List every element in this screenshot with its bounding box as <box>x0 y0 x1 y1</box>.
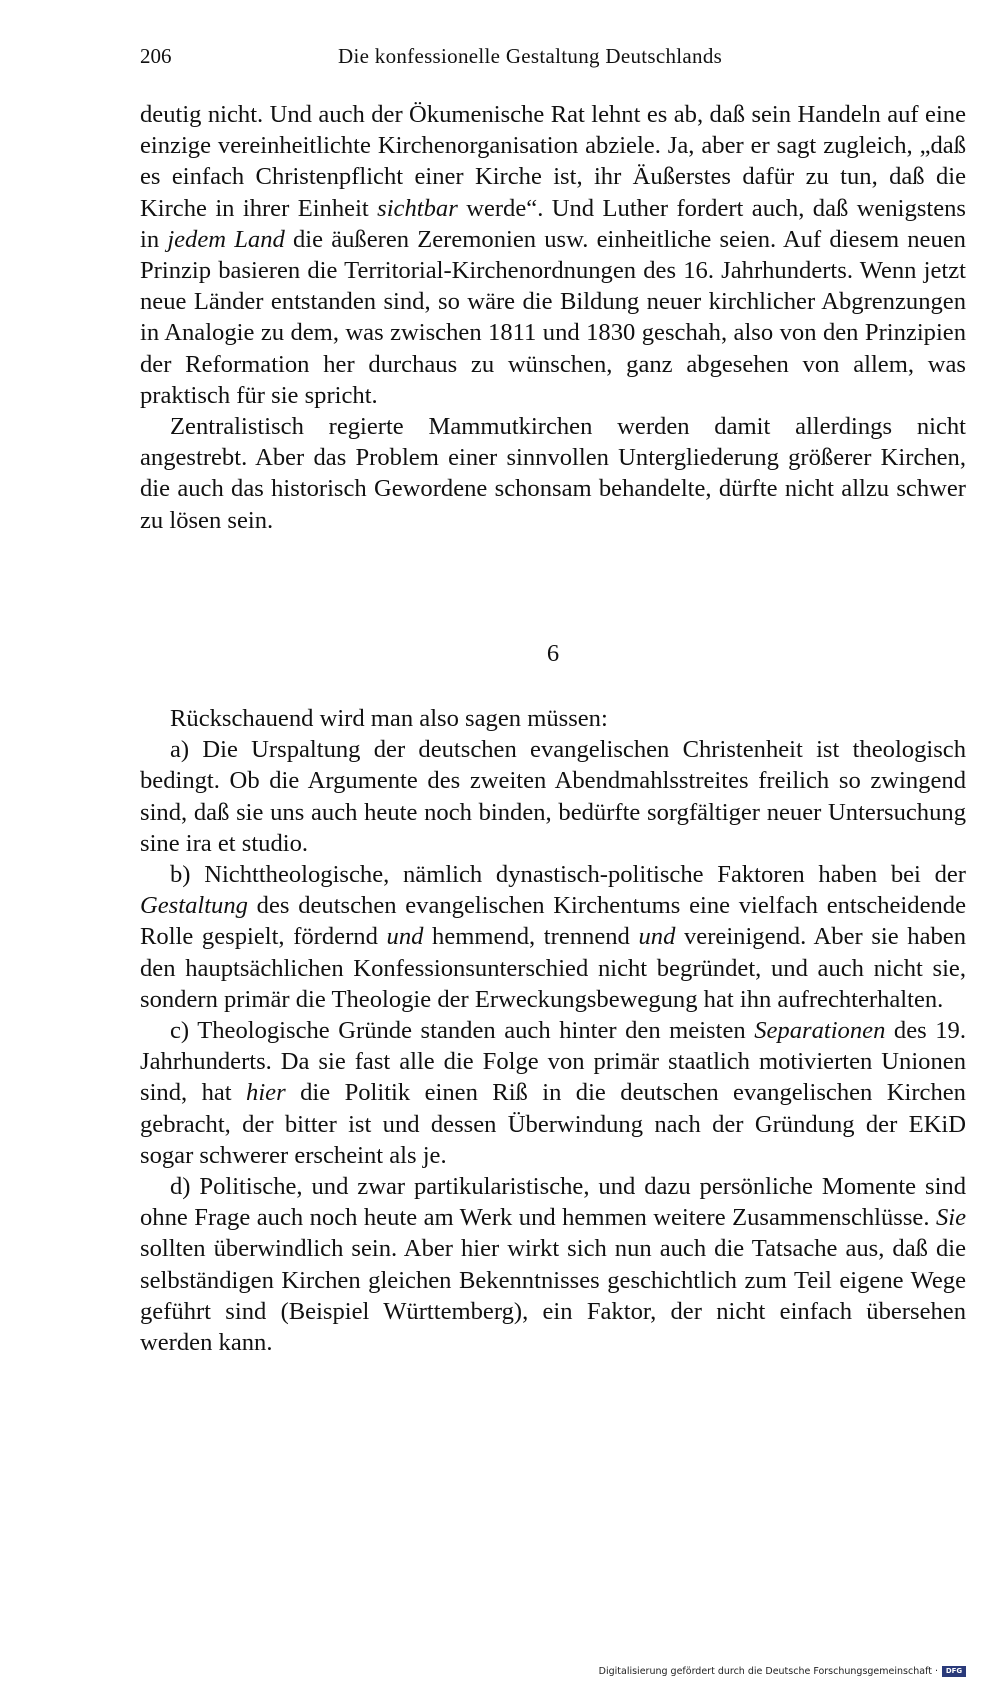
digitization-credit <box>599 1664 966 1678</box>
section-number: 6 <box>546 640 560 667</box>
emphasis-gestaltung: Gestaltung <box>140 892 248 920</box>
text-block-upper <box>140 99 966 536</box>
dfg-logo-icon: DFG <box>942 1666 966 1677</box>
page-number: 206 <box>140 44 172 68</box>
paragraph-continuation: deutig nicht. Und auch der Ökumenische Rat lehnt es ab, daß sein Handeln auf eine einzige vereinheitlichte Kirchenorganisation abziele. Ja, aber er sagt zugleich, „daß es einfach Christenpflicht einer Kirche ist, ihr Äußerstes dafür zu tun, daß die Kirche in ihrer Einheit sichtbar werde“. Und Luther fordert auch, daß wenigstens in jedem Land die äußeren Zeremonien usw. einheitliche seien. Auf diesem neuen Prinzip basieren die Territorial-Kirchenordnungen des 16. Jahrhunderts. Wenn jetzt neue Länder entstanden sind, so wäre die Bildung neuer kirchlicher Abgrenzungen in Analogie zu dem, was zwischen 1811 und 1830 geschah, also von den Prinzipien der Reformation her durchaus zu wünschen, ganz abgesehen von allem, was praktisch für sie spricht. <box>140 101 967 409</box>
emphasis-sichtbar: sichtbar <box>377 194 458 222</box>
paragraph-point-b: b) Nichttheologische, nämlich dynastisch-politische Faktoren haben bei der Gestaltung des deutschen evangelischen Kirchentums eine vielfach entscheidende Rolle gespielt, fördernd und hemmend, trennend und vereinigend. Aber sie haben den hauptsächlichen Konfessionsunterschied nicht begründet, und auch nicht sie, sondern primär die Theologie der Erweckungsbewegung hat ihn aufrechterhalten. <box>140 861 966 1013</box>
paragraph-zentralistisch: Zentralistisch regierte Mammutkirchen werden damit allerdings nicht angestrebt. Aber das Problem einer sinnvollen Untergliederung größerer Kirchen, die auch das historisch Gewordene schonsam behandelte, dürfte nicht allzu schwer zu lösen sein. <box>140 413 966 534</box>
emphasis-sie: Sie <box>935 1204 966 1232</box>
emphasis-separationen: Separationen <box>754 1017 886 1045</box>
running-title: Die konfessionelle Gestaltung Deutschlands <box>338 44 723 68</box>
paragraph-point-a: a) Die Urspaltung der deutschen evangelischen Christenheit ist theologisch bedingt. Ob die Argumente des zweiten Abendmahlsstreites freilich so zwingend sind, daß sie uns auch heute noch binden, bedürfte sorgfältiger neuer Untersuchung sine ira et studio. <box>140 736 966 857</box>
text-block-lower <box>140 703 966 1358</box>
emphasis-hier: hier <box>246 1079 286 1107</box>
running-head <box>140 44 966 74</box>
credit-text: Digitalisierung gefördert durch die Deutsche Forschungsgemeinschaft · <box>598 1665 938 1677</box>
paragraph-point-d: d) Politische, und zwar partikularistische, und dazu persönliche Momente sind ohne Frage auch noch heute am Werk und hemmen weitere Zusammenschlüsse. Sie sollten überwindlich sein. Aber hier wirkt sich nun auch die Tatsache aus, daß die selbständigen Kirchen gleichen Bekenntnisses geschichtlich zum Teil eigene Wege geführt sind (Beispiel Württemberg), ein Faktor, der nicht einfach übersehen werden kann. <box>140 1173 966 1357</box>
emphasis-und: und <box>638 923 676 951</box>
emphasis-und: und <box>386 923 424 951</box>
paragraph-rueckschauend: Rückschauend wird man also sagen müssen: <box>170 705 608 732</box>
paragraph-point-c: c) Theologische Gründe standen auch hinter den meisten Separationen des 19. Jahrhunderts. Da sie fast alle die Folge von primär staatlich motivierten Unionen sind, hat hier die Politik einen Riß in die deutschen evangelischen Kirchen gebracht, der bitter ist und dessen Überwindung nach der Gründung der EKiD sogar schwerer erscheint als je. <box>140 1017 966 1169</box>
emphasis-jedem-land: jedem Land <box>167 225 285 253</box>
